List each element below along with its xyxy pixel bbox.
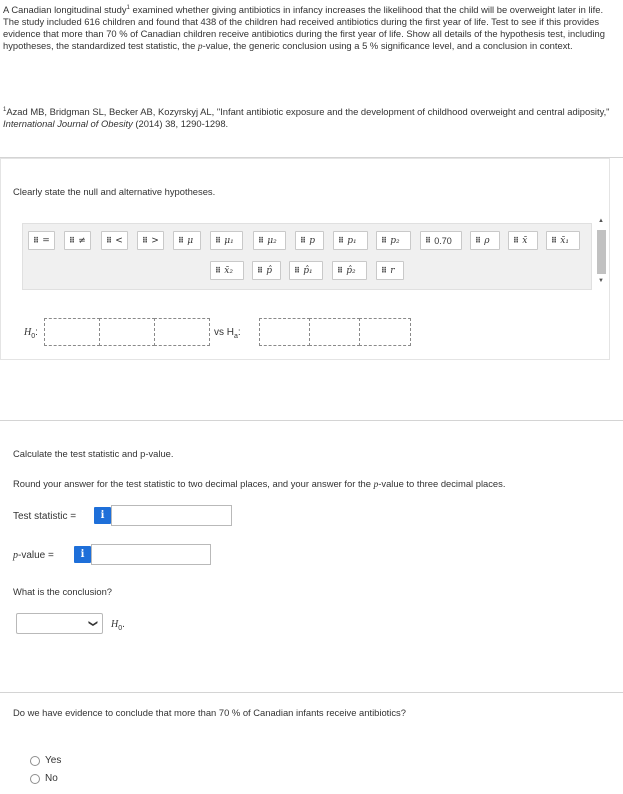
hypotheses-prompt: Clearly state the null and alternative hypotheses. bbox=[13, 186, 216, 197]
info-icon[interactable]: i bbox=[74, 546, 91, 563]
drag-handle-icon: ⠿ bbox=[381, 236, 387, 245]
footnote-marker: 1 bbox=[126, 5, 130, 11]
drag-handle-icon: ⠿ bbox=[337, 266, 343, 275]
tile-label: x̄₂ bbox=[224, 265, 233, 276]
problem-statement bbox=[3, 2, 615, 53]
pvalue-label bbox=[13, 550, 54, 561]
reference-text: Azad MB, Bridgman SL, Becker AB, Kozyrskyj AL, "Infant antibiotic exposure and the development of childhood overweight and central adiposity," bbox=[6, 106, 610, 118]
tile-p[interactable] bbox=[295, 231, 324, 250]
test-statistic-input[interactable] bbox=[111, 505, 232, 526]
palette-scrollbar[interactable] bbox=[595, 216, 608, 288]
tile-label: > bbox=[151, 235, 159, 246]
radio-yes[interactable] bbox=[30, 756, 40, 766]
drag-handle-icon: ⠿ bbox=[513, 236, 519, 245]
h0-value-slot[interactable] bbox=[154, 318, 210, 346]
drag-handle-icon: ⠿ bbox=[294, 266, 300, 275]
pvalue-input[interactable] bbox=[91, 544, 211, 565]
tile-mu[interactable] bbox=[173, 231, 201, 250]
tile-mu2[interactable] bbox=[253, 231, 286, 250]
scrollbar-thumb[interactable] bbox=[597, 230, 606, 274]
drag-handle-icon: ⠿ bbox=[425, 236, 431, 245]
section-divider bbox=[0, 420, 623, 421]
ha-parameter-slot[interactable] bbox=[259, 318, 310, 346]
reference-journal: International Journal of Obesity bbox=[3, 118, 133, 130]
ha-subscript: a bbox=[234, 333, 238, 340]
tile-label: < bbox=[115, 235, 123, 246]
reference-tail: (2014) 38, 1290-1298. bbox=[132, 118, 229, 130]
tile-phat[interactable] bbox=[252, 261, 281, 280]
tile-xbar2[interactable] bbox=[210, 261, 244, 280]
drag-handle-icon: ⠿ bbox=[33, 236, 39, 245]
tile-label: r bbox=[390, 265, 395, 276]
h0-label: $H_0$: bbox=[24, 327, 38, 340]
tile-less-than[interactable] bbox=[101, 231, 128, 250]
reference-footnote bbox=[3, 104, 615, 130]
rounding-text: Round your answer for the test statistic to two decimal places, and your answer for the bbox=[13, 478, 374, 489]
h0-subscript: 0 bbox=[31, 333, 36, 340]
intro-text-2: examined whether giving antibiotics in infancy increases the likelihood that the child will be overweight later in life. The study included 616 children and found that 438 of the children had received antibiotics during the first year of life. Test to see if this provides evidence that more than 70 % of Canadian children receive antibiotics during the first year of life. Show all details of the hypothesis test, including hypotheses, the standardized test statistic, the bbox=[3, 4, 605, 52]
tile-xbar[interactable] bbox=[508, 231, 538, 250]
drag-handle-icon: ⠿ bbox=[69, 236, 75, 245]
rounding-text-tail: -value to three decimal places. bbox=[378, 478, 506, 489]
drag-handle-icon: ⠿ bbox=[258, 236, 264, 245]
evidence-prompt: Do we have evidence to conclude that more than 70 % of Canadian infants receive antibiotics? bbox=[13, 707, 406, 718]
conclusion-select[interactable] bbox=[16, 613, 103, 634]
reference-marker: 1 bbox=[3, 107, 7, 113]
tile-label: p₁ bbox=[347, 235, 357, 246]
rounding-p-symbol: p bbox=[373, 480, 379, 490]
radio-no[interactable] bbox=[30, 774, 40, 784]
conclusion-prompt: What is the conclusion? bbox=[13, 586, 113, 597]
vs-ha-text: vs H bbox=[214, 327, 234, 338]
section-divider bbox=[0, 692, 623, 693]
drag-handle-icon: ⠿ bbox=[178, 236, 184, 245]
tile-label: x̄ bbox=[522, 235, 528, 246]
intro-p-symbol: p bbox=[197, 42, 203, 53]
tile-label: x̄₁ bbox=[560, 235, 569, 246]
intro-text-1: A Canadian longitudinal study bbox=[3, 4, 127, 16]
test-statistic-label: Test statistic = bbox=[13, 511, 77, 522]
h0-parameter-slot[interactable] bbox=[44, 318, 100, 346]
tile-not-equal[interactable] bbox=[64, 231, 91, 250]
tile-label: μ₂ bbox=[267, 235, 277, 246]
tile-label: μ₁ bbox=[224, 235, 234, 246]
tile-phat1[interactable] bbox=[289, 261, 323, 280]
drag-handle-icon: ⠿ bbox=[300, 236, 306, 245]
scroll-up-icon[interactable]: ▲ bbox=[598, 218, 604, 224]
tile-rho[interactable] bbox=[470, 231, 500, 250]
drag-handle-icon: ⠿ bbox=[475, 236, 481, 245]
tile-label: p bbox=[309, 235, 316, 246]
scroll-down-icon[interactable]: ▼ bbox=[598, 278, 604, 284]
drag-handle-icon: ⠿ bbox=[106, 236, 112, 245]
tile-label: p̂₂ bbox=[346, 265, 356, 276]
info-icon[interactable]: i bbox=[94, 507, 111, 524]
tile-phat2[interactable] bbox=[332, 261, 367, 280]
drag-handle-icon: ⠿ bbox=[381, 266, 387, 275]
h0-operator-slot[interactable] bbox=[99, 318, 155, 346]
tile-label: p̂ bbox=[266, 265, 273, 276]
tile-r[interactable] bbox=[376, 261, 404, 280]
tile-label: ρ bbox=[484, 235, 490, 246]
drag-handle-icon: ⠿ bbox=[551, 236, 557, 245]
tile-label: = bbox=[42, 235, 50, 246]
radio-yes-label: Yes bbox=[45, 755, 62, 766]
tile-label: ≠ bbox=[78, 235, 86, 246]
symbol-palette bbox=[22, 223, 592, 290]
tile-p1[interactable] bbox=[333, 231, 368, 250]
chevron-down-icon: ❯ bbox=[88, 619, 99, 628]
tile-mu1[interactable] bbox=[210, 231, 243, 250]
ha-label: vs $H_a$: bbox=[214, 327, 241, 340]
drag-handle-icon: ⠿ bbox=[142, 236, 148, 245]
tile-label: p₂ bbox=[390, 235, 400, 246]
ha-value-slot[interactable] bbox=[359, 318, 411, 346]
tile-label: p̂₁ bbox=[303, 265, 313, 276]
drag-handle-icon: ⠿ bbox=[257, 266, 263, 275]
conclusion-h0-letter: H bbox=[111, 619, 119, 630]
intro-text-3: -value, the generic conclusion using a 5 % significance level, and a conclusion in context. bbox=[202, 40, 573, 52]
tile-equals[interactable] bbox=[28, 231, 55, 250]
conclusion-period: . bbox=[122, 619, 125, 630]
tile-greater-than[interactable] bbox=[137, 231, 164, 250]
test-prompt: Calculate the test statistic and p-value. bbox=[13, 448, 174, 459]
tile-label: μ bbox=[187, 235, 194, 246]
pvalue-label-text: -value = bbox=[18, 550, 54, 561]
tile-label: 0.70 bbox=[434, 235, 452, 246]
ha-operator-slot[interactable] bbox=[309, 318, 360, 346]
drag-handle-icon: ⠿ bbox=[338, 236, 344, 245]
tile-p2[interactable] bbox=[376, 231, 411, 250]
tile-xbar1[interactable] bbox=[546, 231, 580, 250]
conclusion-h0 bbox=[111, 619, 125, 632]
pvalue-p-symbol: p bbox=[13, 550, 18, 561]
drag-handle-icon: ⠿ bbox=[215, 236, 221, 245]
rounding-note bbox=[13, 478, 505, 490]
h0-letter: H bbox=[24, 327, 32, 338]
drag-handle-icon: ⠿ bbox=[215, 266, 221, 275]
tile-0-70[interactable] bbox=[420, 231, 462, 250]
conclusion-h0-subscript: 0 bbox=[118, 625, 123, 632]
radio-no-label: No bbox=[45, 773, 58, 784]
